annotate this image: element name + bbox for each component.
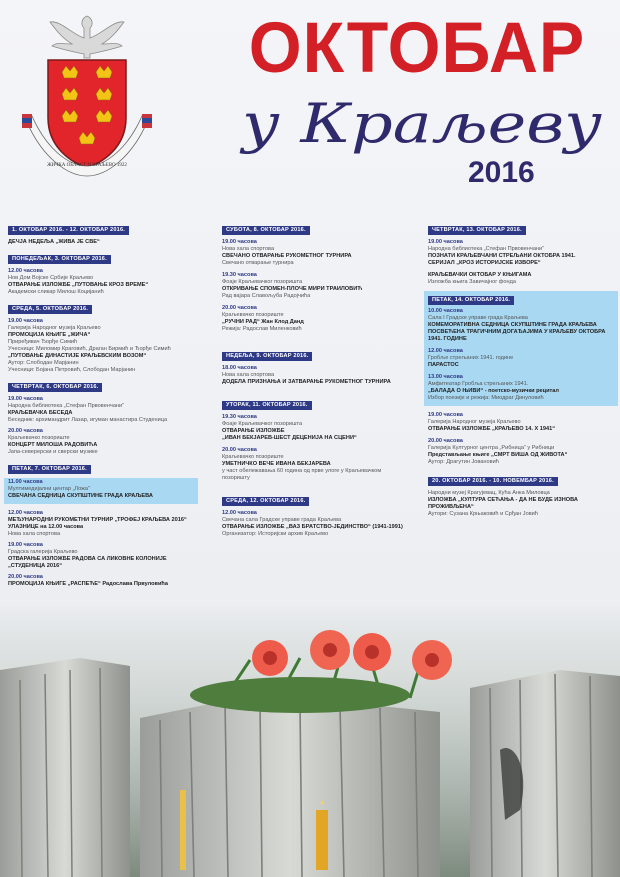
event-title: ПРОМОЦИЈА КЊИГЕ „ЖИЧА“	[8, 332, 91, 338]
date-badge: 1. ОКТОБАР 2016. - 12. ОКТОБАР 2016.	[8, 226, 129, 235]
event-place: Народна библиотека „Стефан Првовенчани“	[428, 246, 545, 252]
city-crest-logo	[12, 8, 162, 178]
event-title: ОТКРИВАЊЕ СПОМЕН-ПЛОЧЕ МИРИ ТРАИЛОВИЋ	[222, 286, 363, 292]
event-time: 20.00 часова	[222, 305, 257, 311]
subtitle-text: у Краљеву	[239, 92, 603, 155]
event-title: ОТВАРАЊЕ ИЗЛОЖБЕ РАДОВА СА ЛИКОВНЕ КОЛОНИЈЕ „СТУДЕНИЦА 2016“	[8, 556, 167, 569]
event-title: КРАЉЕВАЧКА БЕСЕДА	[8, 410, 73, 416]
event-title: ПОЗНАТИ КРАЉЕВЧАНИ СТРЕЉАНИ ОКТОБРА 1941.	[428, 253, 576, 259]
date-badge: ЧЕТВРТАК, 6. ОКТОБАР 2016.	[8, 383, 102, 392]
event-place: Народни музеј Крагујевац, Кућа Анка Миловца	[428, 490, 550, 496]
event-title: ДОДЕЛА ПРИЗНАЊА И ЗАТВАРАЊЕ РУКОМЕТНОГ ТУРНИРА	[222, 379, 391, 385]
event-place: Краљевачко позориште	[8, 435, 70, 441]
event-place: Галерија Народног музеја Краљево	[8, 325, 101, 331]
event-title: МЕЂУНАРОДНИ РУКОМЕТНИ ТУРНИР „ТРОФЕЈ КРАЉЕВА 2016“	[8, 517, 187, 523]
event-time: 19.30 часова	[222, 414, 257, 420]
event-place: Мултимедијални центар „Ложа“	[8, 486, 90, 492]
event-title: „БАЛАДА О ЊИВИ“ - поетско-музички рецитал	[428, 388, 559, 394]
event-note: Јапа-северерски и сверски музике	[8, 449, 98, 455]
event-time: 20.00 часова	[8, 574, 43, 580]
schedule-column-2	[222, 222, 408, 543]
event-title: УЛАЗНИЦЕ на 12.00 часова	[8, 524, 84, 530]
event-note: Учесници: Бојана Петровић, Слободан Марјанин	[8, 367, 136, 373]
event-time: 12.00 часова	[222, 510, 257, 516]
event-note: Учесници: Миломир Краговић, Драган Бирмић и Ђорђе Симић	[8, 346, 171, 352]
event-time: 19.00 часова	[8, 396, 43, 402]
event-note: Организатор: Историјски архив Краљево	[222, 531, 329, 537]
event-time: 12.00 часова	[8, 268, 43, 274]
date-badge: ПОНЕДЕЉАК, 3. ОКТОБАР 2016.	[8, 255, 111, 264]
date-badge: НЕДЕЉА, 9. ОКТОБАР 2016.	[222, 352, 312, 361]
event-title: „ИВАН БЕКЈАРЕВ-ШЕСТ ДЕЦЕНИЈА НА СЦЕНИ“	[222, 435, 357, 441]
event-title: „ПУТОВАЊЕ ДИНАСТИЈЕ КРАЉЕВСКИМ ВОЗОМ“	[8, 353, 147, 359]
date-badge: ПЕТАК, 7. ОКТОБАР 2016.	[8, 465, 91, 474]
event-title: ОТВАРАЊЕ ИЗЛОЖБЕ „ПУТОВАЊЕ КРОЗ ВРЕМЕ“	[8, 282, 149, 288]
event-note: Аутор: Слободан Марјанин	[8, 360, 79, 366]
event-time: 19.30 часова	[222, 272, 257, 278]
stone-monument-left	[0, 658, 130, 877]
event-place: Нова хала спортова	[222, 246, 275, 252]
event-title: „РУЧНИ РАД“ Жан Клод Данд	[222, 319, 304, 325]
event-title: ОТВАРАЊЕ ИЗЛОЖБЕ „ВАЗ БРАТСТВО-ЈЕДИНСТВО“ (1941-1991)	[222, 524, 403, 530]
event-time: 11.00 часова	[8, 479, 43, 485]
event-place: Нова хала спортова	[222, 372, 275, 378]
event-place: Свечана сала Градске управе града Краљева	[222, 517, 342, 523]
event-time: 20.00 часова	[222, 447, 257, 453]
event-time: 19.00 часова	[8, 542, 43, 548]
year: 2016	[468, 156, 535, 189]
event-place: Градска галерија Краљево	[8, 549, 78, 555]
event-title: КОНЦЕРТ МИЛОША РАДОВИЋА	[8, 442, 98, 448]
event-note: Режија: Радослав Миленковић	[222, 326, 302, 332]
highlighted-event	[4, 478, 198, 504]
event-note: Изложба књига Завичајног фонда	[428, 279, 516, 285]
event-note: Свечано отварање турнира	[222, 260, 294, 266]
page-title: ОКТОБАР	[248, 8, 586, 88]
schedule-column-1	[8, 222, 194, 593]
date-badge: 20. ОКТОБАР 2016. - 10. НОВЕМБАР 2016.	[428, 477, 558, 486]
event-note: Избор поезије и режија: Миодраг Динуловић	[428, 395, 544, 401]
event-note: Аутори: Сузана Крњаковић и Срђан Јовић	[428, 511, 538, 517]
event-title: СВЕЧАНА СЕДНИЦА СКУПШТИНЕ ГРАДА КРАЉЕВА	[8, 493, 153, 499]
event-time: 19.00 часова	[428, 412, 463, 418]
event-title: КРАЉЕВАЧКИ ОКТОБАР У КЊИГАМА	[428, 272, 532, 278]
event-note: Приређивач Ђорђе Симић	[8, 339, 78, 345]
event-time: 19.00 часова	[8, 318, 43, 324]
date-badge: СРЕДА, 12. ОКТОБАР 2016.	[222, 497, 309, 506]
event-place: Фоаје Краљевачког позоришта	[222, 279, 303, 285]
event-title: ПРОМОЦИЈА КЊИГЕ „РАСПЕЋЕ“ Радослава Првуловића	[8, 581, 168, 587]
eagle-icon	[50, 16, 124, 58]
event-note: Рад вајара Славољуба Радојчића	[222, 293, 311, 299]
date-badge: УТОРАК, 11. ОКТОБАР 2016.	[222, 401, 312, 410]
event-place: Нова хала спортова	[8, 531, 61, 537]
event-title: ПАРАСТОС	[428, 362, 459, 368]
event-title: КОМЕМОРАТИВНА СЕДНИЦА СКУПШТИНЕ ГРАДА КРАЉЕВА ПОСВЕЋЕНА ТРАГИЧНИМ ДОГАЂАЈИМА У КРАЉЕВУ ОКТОБРА 1941. ГОДИНЕ	[428, 322, 606, 342]
event-place: Сала I Градске управе града Краљева	[428, 315, 528, 321]
event-note: Беседник: архимандрит Лазар, игуман манастира Студеница	[8, 417, 168, 423]
memorial-photo	[0, 600, 620, 877]
event-time: 12.00 часова	[8, 510, 43, 516]
event-time: 10.00 часова	[428, 308, 463, 314]
event-title: ДЕЧЈА НЕДЕЉА „ЖИВА ЈЕ СВЕ“	[8, 239, 100, 245]
subtitle-script	[232, 84, 612, 164]
event-place: Народна библиотека „Стефан Првовенчани“	[8, 403, 125, 409]
event-note: Академски сликар Милош Коцијанић	[8, 289, 104, 295]
stone-monument-right	[470, 670, 620, 877]
event-time: 19.00 часова	[222, 239, 257, 245]
crest-motto: ЖИЧКА ОБЛАСТ И КРАЉЕВО 1922	[47, 163, 127, 168]
event-title: ОТВАРАЊЕ ИЗЛОЖБЕ	[222, 428, 285, 434]
event-time: 20.00 часова	[8, 428, 43, 434]
event-time: 18.00 часова	[222, 365, 257, 371]
event-title: СЕРИЈАЛ „КРОЗ ИСТОРИЈСКЕ ИЗВОРЕ“	[428, 260, 541, 266]
event-note: у част обележавања 60 година од прве улоге у Краљевачком позоришту	[222, 468, 382, 481]
event-place: Нов Дом Војске Србије Краљево	[8, 275, 94, 281]
event-place: Галерија Културног центра „Рибница“ у Рибници	[428, 445, 555, 451]
event-title: ИЗЛОЖБА „КУЛТУРА СЕЋАЊА - ДА НЕ БУДЕ ИЗНОВА ПРОЖИВЉЕНА“	[428, 497, 578, 510]
event-place: Галерија Народног музеја Краљево	[428, 419, 521, 425]
event-time: 13.00 часова	[428, 374, 463, 380]
shield-icon	[48, 60, 126, 168]
schedule-column-3	[428, 222, 614, 523]
event-title: ОТВАРАЊЕ ИЗЛОЖБЕ „КРАЉЕВО 14. X 1941“	[428, 426, 556, 432]
event-time: 12.00 часова	[428, 348, 463, 354]
event-place: Гробље стрељаних 1941. године	[428, 355, 514, 361]
date-badge: СУБОТА, 8. ОКТОБАР 2016.	[222, 226, 310, 235]
event-place: Фоаје Краљевачког позоришта	[222, 421, 303, 427]
highlighted-event	[424, 291, 618, 406]
event-time: 20.00 часова	[428, 438, 463, 444]
event-place: Краљевачко позориште	[222, 312, 284, 318]
event-place: Амфитеатар Гробља стрељаних 1941.	[428, 381, 529, 387]
event-place: Краљевачко позориште	[222, 454, 284, 460]
event-title: Представљање књиге „СМРТ ВИША ОД ЖИВОТА“	[428, 452, 568, 458]
date-badge: СРЕДА, 5. ОКТОБАР 2016.	[8, 305, 92, 314]
date-badge: ЧЕТВРТАК, 13. ОКТОБАР 2016.	[428, 226, 526, 235]
event-note: Аутор: Драгутин Јовановић	[428, 459, 499, 465]
event-title: СВЕЧАНО ОТВАРАЊЕ РУКОМЕТНОГ ТУРНИРА	[222, 253, 352, 259]
date-badge: ПЕТАК, 14. ОКТОБАР 2016.	[428, 296, 514, 305]
event-time: 19.00 часова	[428, 239, 463, 245]
event-title: УМЕТНИЧКО ВЕЧЕ ИВАНА БЕКЈАРЕВА	[222, 461, 331, 467]
